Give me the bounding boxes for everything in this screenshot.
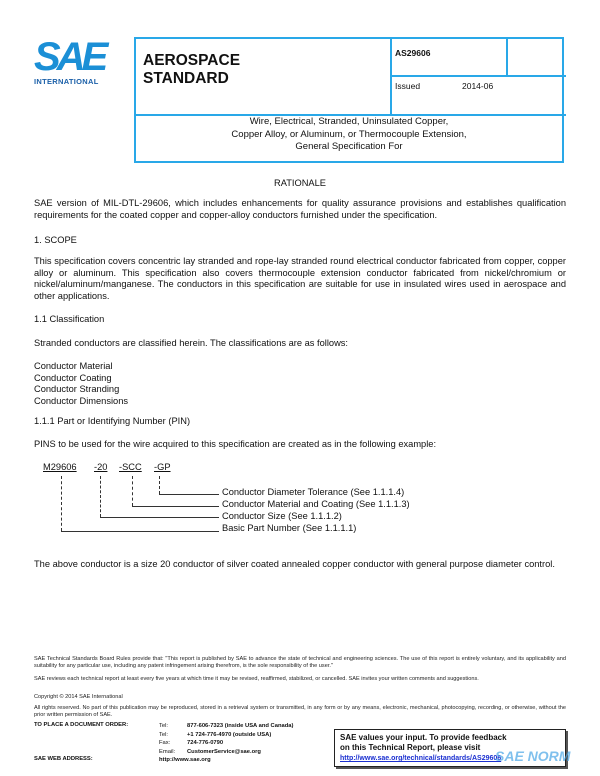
contact-value: 724-776-0790 bbox=[187, 740, 224, 746]
contact-key: Tel: bbox=[159, 731, 169, 738]
contact-value: +1 724-776-4970 (outside USA) bbox=[187, 731, 272, 738]
pin-text: PINS to be used for the wire acquired to this specification are created as in the following example: bbox=[34, 439, 437, 449]
email-link[interactable]: CustomerService@sae.org bbox=[187, 748, 261, 755]
classification-list bbox=[34, 361, 128, 407]
title-line: AEROSPACE bbox=[143, 52, 241, 69]
contact-key: Fax: bbox=[159, 740, 171, 746]
contact-row bbox=[159, 731, 293, 740]
web-address[interactable]: http://www.sae.org bbox=[159, 757, 211, 763]
web-label: SAE WEB ADDRESS: bbox=[34, 756, 93, 762]
footer-notice: SAE Technical Standards Board Rules provide that: "This report is published by SAE to advance the state of technical and engineering sciences. The use of this report is entirely voluntary, and its applicability and suitability for any particular use, including any patent infringement arising therefrom, is the sole responsibility of the user." bbox=[34, 656, 566, 669]
pin-part-tolerance: -GP bbox=[154, 462, 171, 472]
pin-part-material: -SCC bbox=[119, 462, 142, 472]
pin-label: Conductor Material and Coating (See 1.1.1.3) bbox=[222, 499, 410, 509]
scope-text: This specification covers concentric lay stranded and rope-lay stranded round electrical conductor fabricated from copper, copper alloy or aluminum. This specification also covers thermocouple extension conductor fabricated from nickel/chromium or nickel/aluminum/manganese. The conductors in this specification are suitable for use in insulated wires used in aerospace and other applications. bbox=[34, 256, 566, 301]
watermark-logo: SAE NORM bbox=[495, 748, 571, 764]
feedback-text: on this Technical Report, please visit bbox=[340, 743, 481, 752]
footer-rights: All rights reserved. No part of this publication may be reproduced, stored in a retrieval system or transmitted, in any form or by any means, electronic, mechanical, photocopying, recording, or otherwise, without the prior written permission of SAE. bbox=[34, 705, 566, 718]
document-subject bbox=[136, 116, 562, 154]
sae-logo bbox=[34, 37, 114, 86]
list-item: Conductor Coating bbox=[34, 372, 112, 383]
sae-logo-mark: SAE bbox=[34, 35, 105, 79]
contact-key: Email: bbox=[159, 748, 176, 755]
list-item: Conductor Dimensions bbox=[34, 395, 129, 406]
title-line: STANDARD bbox=[143, 70, 229, 87]
classification-heading: 1.1 Classification bbox=[34, 314, 105, 324]
document-type-title bbox=[143, 52, 240, 88]
issued-label: Issued bbox=[395, 81, 421, 91]
footer-review: SAE reviews each technical report at least every five years at which time it may be revised, reaffirmed, stabilized, or cancelled. SAE invites your written comments and suggestions. bbox=[34, 676, 479, 682]
pin-heading: 1.1.1 Part or Identifying Number (PIN) bbox=[34, 416, 191, 426]
list-item: Conductor Stranding bbox=[34, 384, 120, 394]
example-text: The above conductor is a size 20 conductor of silver coated annealed copper conductor with general purpose diameter control. bbox=[34, 559, 555, 569]
sae-logo-subtitle: INTERNATIONAL bbox=[34, 77, 99, 86]
pin-label: Basic Part Number (See 1.1.1.1) bbox=[222, 523, 357, 533]
subject-line: Wire, Electrical, Stranded, Uninsulated Copper, bbox=[249, 116, 449, 127]
pin-part-basic: M29606 bbox=[43, 462, 77, 472]
contact-key: Tel: bbox=[159, 723, 169, 729]
order-label: TO PLACE A DOCUMENT ORDER: bbox=[34, 722, 129, 728]
pin-label: Conductor Size (See 1.1.1.2) bbox=[222, 511, 342, 521]
footer-copyright: Copyright © 2014 SAE International bbox=[34, 694, 123, 700]
contact-row bbox=[159, 739, 293, 748]
contact-row bbox=[159, 722, 293, 731]
list-item: Conductor Material bbox=[34, 361, 113, 371]
document-number: AS29606 bbox=[395, 48, 431, 58]
feedback-text: SAE values your input. To provide feedback bbox=[340, 733, 507, 742]
pin-part-size: -20 bbox=[94, 462, 108, 472]
subject-line: General Specification For bbox=[295, 141, 403, 152]
contact-row bbox=[159, 748, 293, 757]
pin-label: Conductor Diameter Tolerance (See 1.1.1.4) bbox=[222, 487, 405, 497]
contact-list bbox=[159, 722, 293, 765]
contact-value: 877-606-7323 (inside USA and Canada) bbox=[187, 723, 294, 729]
rationale-text: SAE version of MIL-DTL-29606, which includes enhancements for quality assurance provisions and establishes qualification requirements for the coated copper and copper-alloy conductors furnished under the specification. bbox=[34, 198, 566, 220]
feedback-link[interactable]: http://www.sae.org/technical/standards/AS29606 bbox=[340, 755, 502, 762]
scope-heading: 1. SCOPE bbox=[34, 235, 77, 245]
rationale-heading: RATIONALE bbox=[273, 178, 326, 188]
classification-text: Stranded conductors are classified herein. The classifications are as follows: bbox=[34, 338, 349, 348]
issued-date: 2014-06 bbox=[462, 81, 494, 91]
subject-line: Copper Alloy, or Aluminum, or Thermocouple Extension, bbox=[231, 128, 467, 140]
